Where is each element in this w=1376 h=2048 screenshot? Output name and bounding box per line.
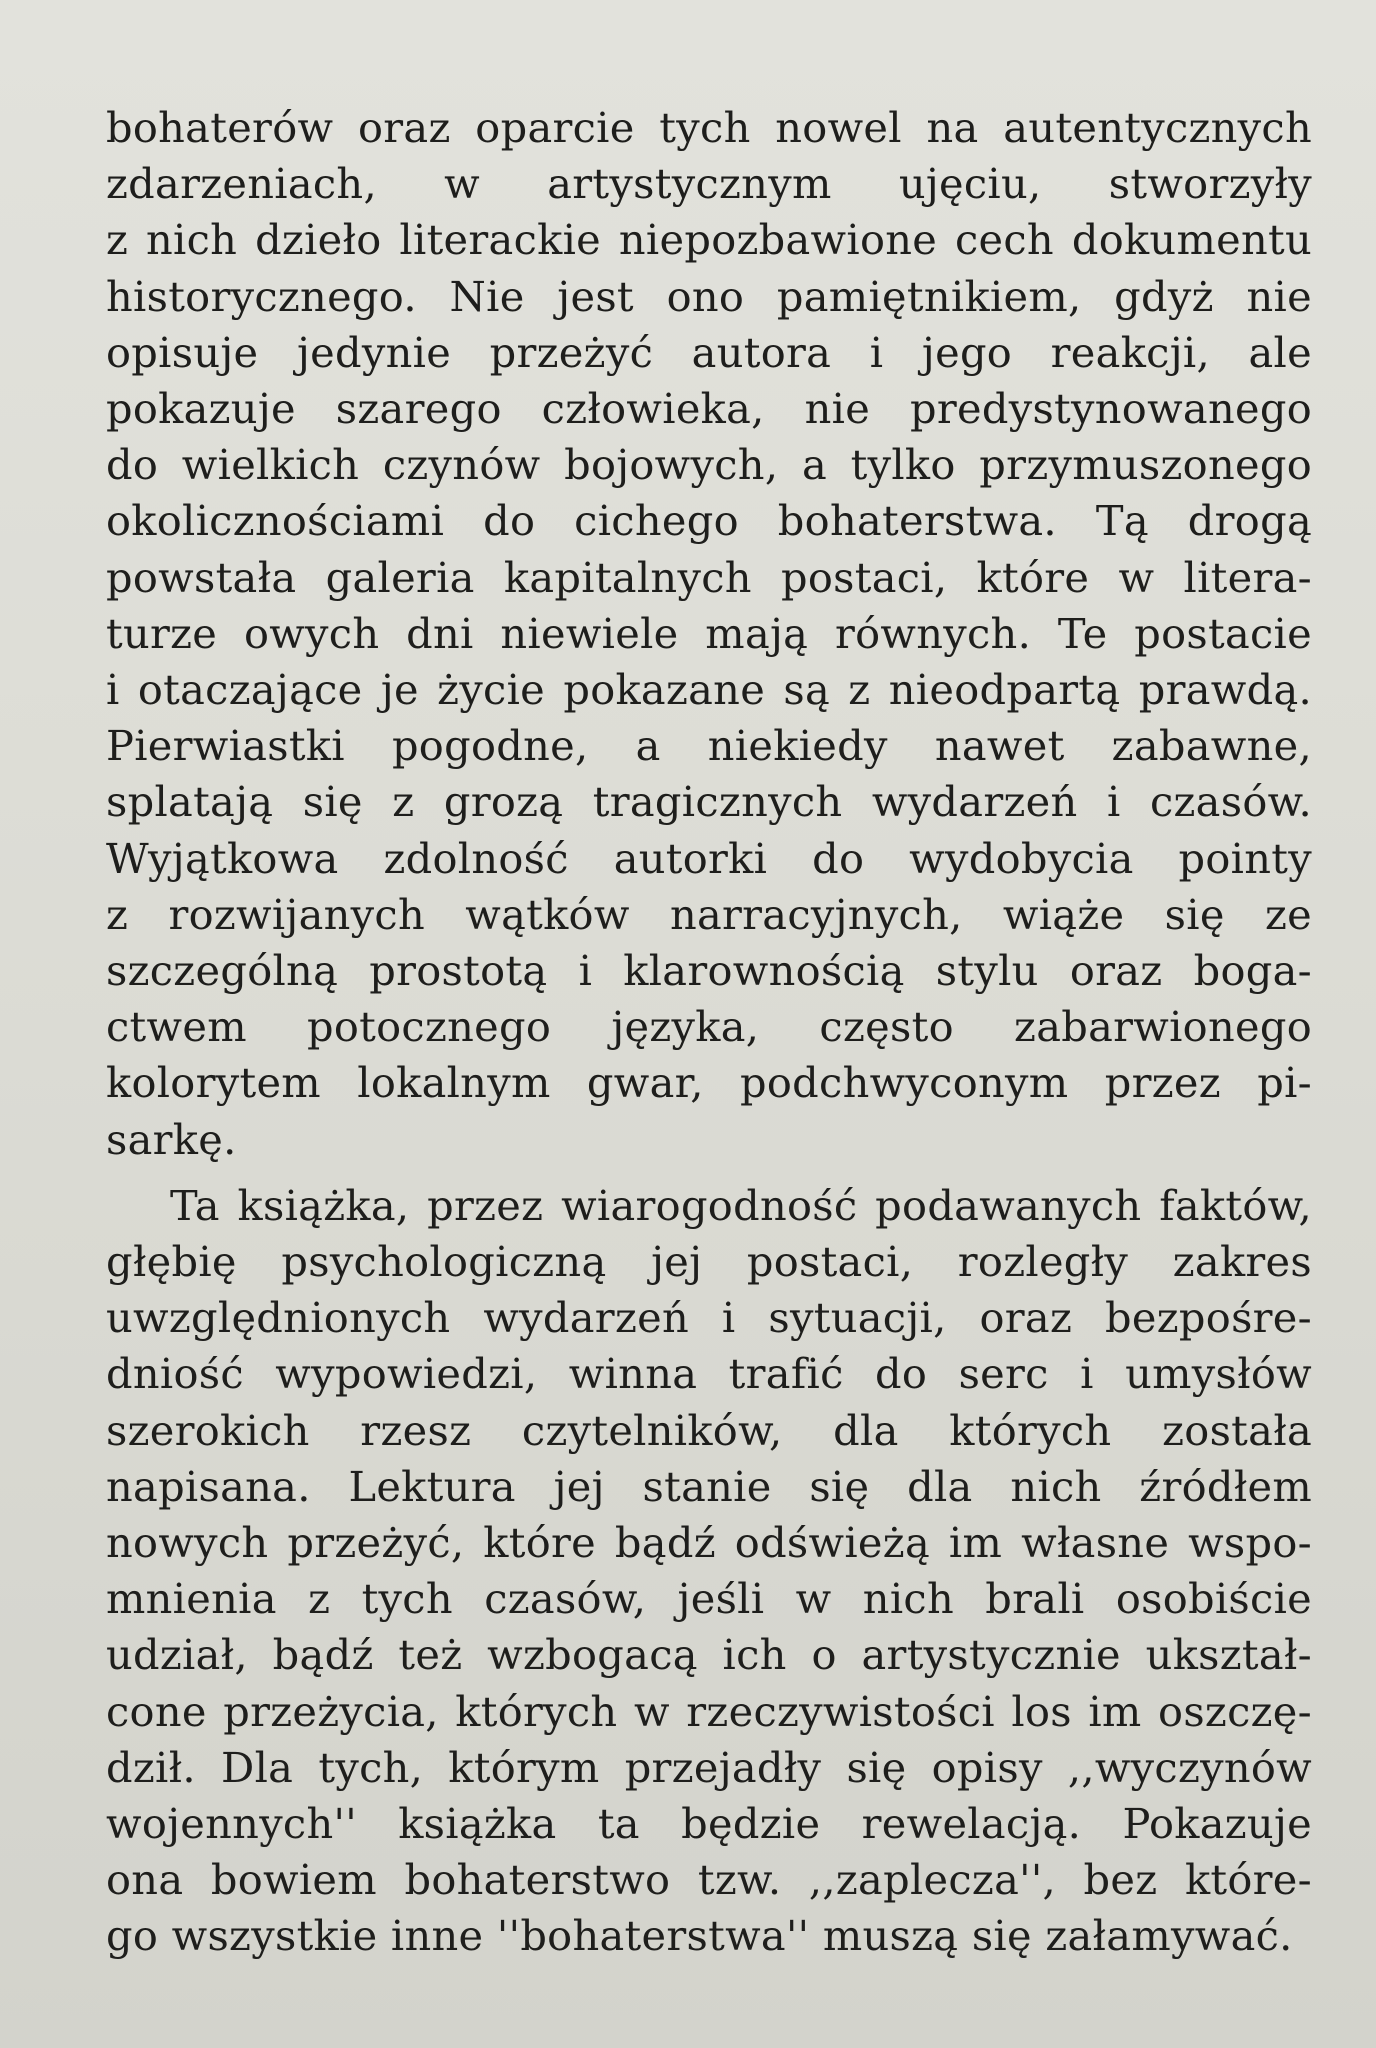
text-line: szczególną prostotą i klarownością stylu oraz boga- bbox=[106, 946, 1312, 995]
text-line: nowych przeżyć, które bądź odświeżą im własne wspo- bbox=[106, 1518, 1312, 1567]
text-line: cone przeżycia, których w rzeczywistości los im oszczę- bbox=[106, 1686, 1312, 1736]
text-line: głębię psychologiczną jej postaci, rozległy zakres bbox=[106, 1237, 1312, 1286]
text-line: i otaczające je życie pokazane są z nieodpartą prawdą. bbox=[106, 665, 1312, 714]
text-line: z rozwijanych wątków narracyjnych, wiąże się ze bbox=[106, 889, 1312, 939]
text-line: dniość wypowiedzi, winna trafić do serc i umysłów bbox=[106, 1349, 1312, 1399]
text-line: opisuje jedynie przeżyć autora i jego reakcji, ale bbox=[106, 327, 1312, 377]
text-line: pokazuje szarego człowieka, nie predystynowanego bbox=[106, 384, 1312, 433]
text-line: wojennych'' książka ta będzie rewelacją. Pokazuje bbox=[106, 1799, 1312, 1848]
text-line: napisana. Lektura jej stanie się dla nich źródłem bbox=[106, 1461, 1312, 1511]
text-line: go wszystkie inne ''bohaterstwa'' muszą się załamywać. bbox=[106, 1911, 1293, 1961]
text-line: mnienia z tych czasów, jeśli w nich brali osobiście bbox=[106, 1574, 1312, 1624]
text-line: ctwem potocznego języka, często zabarwionego bbox=[106, 1002, 1312, 1052]
text-line: do wielkich czynów bojowych, a tylko przymuszonego bbox=[106, 440, 1312, 490]
text-line: kolorytem lokalnym gwar, podchwyconym przez pi- bbox=[106, 1058, 1312, 1108]
text-line: uwzględnionych wydarzeń i sytuacji, oraz bezpośre- bbox=[106, 1293, 1312, 1343]
text-line: powstała galeria kapitalnych postaci, które w litera- bbox=[106, 552, 1312, 602]
text-line: Wyjątkowa zdolność autorki do wydobycia pointy bbox=[106, 833, 1312, 883]
text-line: dził. Dla tych, którym przejadły się opisy ,,wyczynów bbox=[106, 1742, 1312, 1792]
text-line: okolicznościami do cichego bohaterstwa. Tą drogą bbox=[106, 496, 1312, 546]
text-line: udział, bądź też wzbogacą ich o artystycznie ukształ- bbox=[106, 1630, 1312, 1680]
text-line: historycznego. Nie jest ono pamiętnikiem, gdyż nie bbox=[106, 271, 1312, 321]
text-line: splatają się z grozą tragicznych wydarzeń i czasów. bbox=[106, 777, 1312, 827]
text-line: z nich dzieło literackie niepozbawione cech dokumentu bbox=[106, 215, 1312, 265]
text-line: Pierwiastki pogodne, a niekiedy nawet zabawne, bbox=[106, 721, 1312, 771]
text-line: Ta książka, przez wiarogodność podawanych faktów, bbox=[170, 1180, 1312, 1230]
text-line: szerokich rzesz czytelników, dla których została bbox=[106, 1405, 1312, 1455]
text-line: bohaterów oraz oparcie tych nowel na autentycznych bbox=[106, 103, 1312, 152]
text-line: turze owych dni niewiele mają równych. Te postacie bbox=[106, 608, 1312, 658]
text-line: sarkę. bbox=[106, 1114, 237, 1164]
text-line: ona bowiem bohaterstwo tzw. ,,zaplecza'', bez które- bbox=[106, 1855, 1312, 1905]
text-line: zdarzeniach, w artystycznym ujęciu, stworzyły bbox=[106, 159, 1312, 209]
